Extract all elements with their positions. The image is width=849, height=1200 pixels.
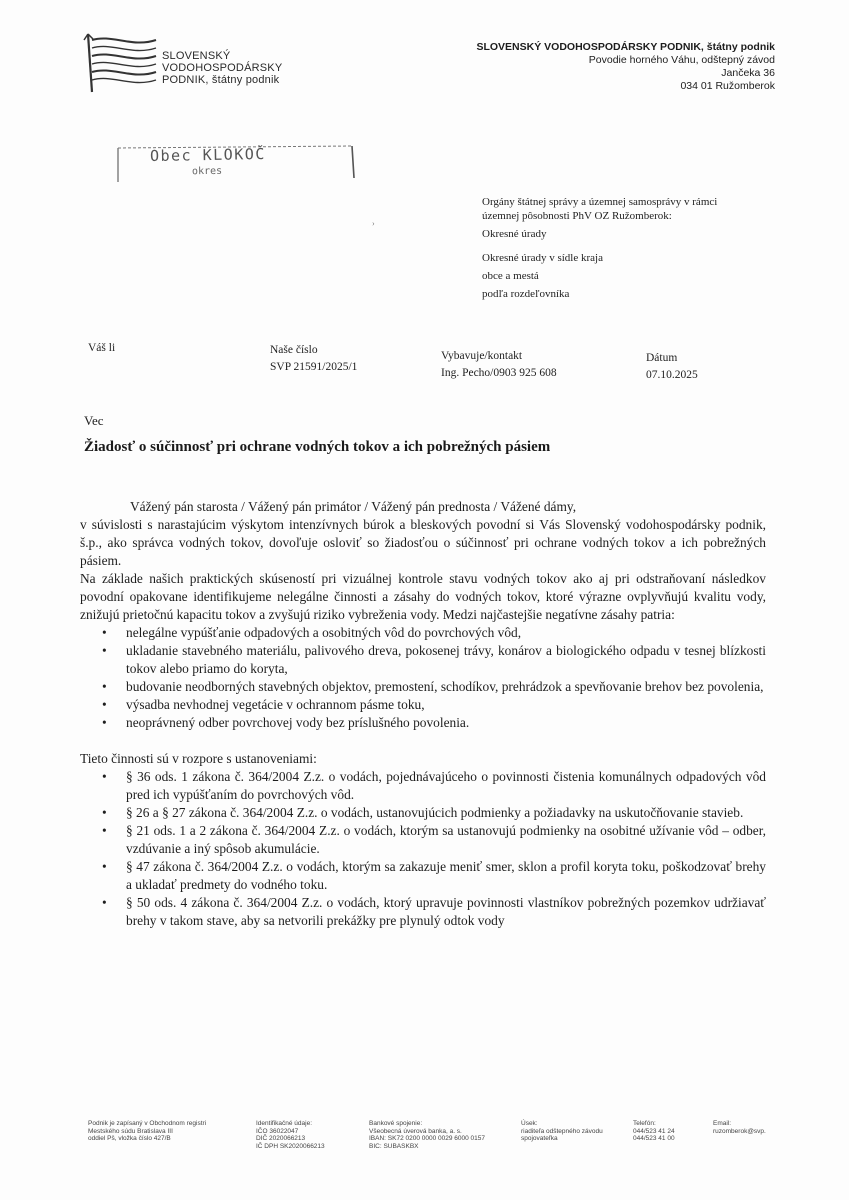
ref-vas-label: Váš li [88, 342, 116, 354]
recipient-item-2: Okresné úrady v sídle kraja [482, 252, 603, 264]
laws-list [80, 768, 766, 930]
footer-register [88, 1120, 206, 1143]
footer-phone [633, 1120, 675, 1143]
recipient-item-1: Okresné úrady [482, 228, 547, 240]
footer-phone-line: 044/523 41 00 [633, 1135, 675, 1142]
ref-vybavuje-label: Vybavuje/kontakt [441, 350, 523, 362]
subject-title: Žiadosť o súčinnosť pri ochrane vodných tokov a ich pobrežných pásiem [84, 439, 551, 455]
sender-name: SLOVENSKÝ VODOHOSPODÁRSKY PODNIK, štátny podnik [476, 41, 775, 53]
logo-line-3: PODNIK, štátny podnik [162, 74, 280, 86]
ref-nase-value: SVP 21591/2025/1 [270, 361, 358, 373]
issues-paragraph: Na základe našich praktických skúseností pri vizuálnej kontrole stavu vodných tokov ako aj pri odstraňovaní následkov povodní opakovane identifikujeme nelegálne činnosti a zásahy do vodných tokov, ktoré výrazne ovplyvňujú kvalitu vody, znižujú prietočnú kapacitu tokov a zvyšujú riziko vybreženia vody. Medzi najčastejšie negatívne zásahy patria: [80, 571, 766, 622]
list-item: • výsadba nevhodnej vegetácie v ochrannom pásme toku, [80, 696, 766, 714]
stamp-municipality: Obec KLOKOČ [149, 144, 266, 166]
footer-ids-line: Identifikačné údaje: [256, 1120, 313, 1127]
ref-nase [270, 342, 357, 376]
footer-office-line: Úsek: [521, 1120, 538, 1127]
footer-office-line: riaditeľa odštepného závodu [521, 1127, 603, 1135]
sender-address [476, 41, 775, 93]
footer-bank-line: IBAN: SK72 0200 0000 0029 6000 0157 [369, 1135, 486, 1142]
footer-email-line: ruzomberok@svp. [713, 1127, 766, 1135]
list-item: • neoprávnený odber povrchovej vody bez príslušného povolenia. [80, 714, 766, 732]
salutation: Vážený pán starosta / Vážený pán primátor / Vážený pán prednosta / Vážené dámy, [130, 499, 577, 514]
list-item: • § 47 zákona č. 364/2004 Z.z. o vodách, ktorým sa zakazuje meniť smer, sklon a profil koryta toku, poškodzovať brehy a ukladať predmety do vodného toku. [80, 858, 766, 894]
recipient-block [482, 195, 772, 301]
issues-list [80, 624, 766, 732]
footer-phone-line: 044/523 41 24 [633, 1127, 675, 1135]
intro-paragraph: v súvislosti s narastajúcim výskytom intenzívnych búrok a bleskových povodní si Vás Slovenský vodohospodársky podnik, š.p., ako správca vodných tokov, dovoľuje osloviť so žiadosťou o súčinnosť pri ochrane vodných tokov a ich pobrežných pásiem. [80, 517, 766, 568]
list-item: • § 50 ods. 4 zákona č. 364/2004 Z.z. o vodách, ktorý upravuje povinnosti vlastníkov pobrežných pozemkov udržiavať brehy v takom stave, aby sa netvorili prekážky pre plynulý odtok vody [80, 894, 766, 930]
footer-bank-line: BIC: SUBASKBX [369, 1142, 419, 1150]
footer-register-line: oddiel Pš, vložka číslo 427/B [88, 1135, 171, 1142]
recipient-item-4: podľa rozdeľovníka [482, 288, 570, 300]
recipient-line-2: územnej pôsobnosti PhV OZ Ružomberok: [482, 210, 672, 222]
logo-wordmark [162, 50, 282, 86]
sender-city: 034 01 Ružomberok [680, 80, 775, 92]
sender-branch: Povodie horného Váhu, odštepný závod [588, 54, 775, 66]
svp-logo-icon [82, 30, 160, 96]
ref-vybavuje-value: Ing. Pecho/0903 925 608 [441, 367, 557, 379]
footer-bank-line: Všeobecná úverová banka, a. s. [369, 1127, 462, 1135]
footer-ids-line: DIČ 2020066213 [256, 1135, 306, 1142]
recipient-item-3: obce a mestá [482, 270, 539, 282]
footer-register-line: Podnik je zapísaný v Obchodnom registri [88, 1120, 207, 1127]
scan-mark: › [372, 219, 375, 228]
list-item: • nelegálne vypúšťanie odpadových a osobitných vôd do povrchových vôd, [80, 624, 766, 642]
ref-datum-value: 07.10.2025 [646, 369, 698, 381]
footer-ids-line: IČ DPH SK2020066213 [256, 1142, 325, 1150]
footer-email [713, 1120, 766, 1135]
footer-phone-line: Telefón: [633, 1120, 656, 1127]
footer-office-line: spojovateľka [521, 1135, 558, 1142]
footer-ids-line: IČO 36022047 [256, 1127, 299, 1135]
list-item: • § 21 ods. 1 a 2 zákona č. 364/2004 Z.z. o vodách, ktorým sa ustanovujú podmienky na osobitné užívanie vôd – odber, vzdúvanie a iný spôsob akumulácie. [80, 822, 766, 858]
footer-register-line: Mestského súdu Bratislava III [88, 1127, 173, 1135]
list-item: • budovanie neodborných stavebných objektov, premostení, schodíkov, prehrádzok a spevňovanie brehov bez povolenia, [80, 678, 766, 696]
footer-email-line: Email: [713, 1120, 732, 1127]
footer-office [521, 1120, 603, 1143]
logo-line-1: SLOVENSKÝ [162, 50, 231, 62]
list-item: • ukladanie stavebného materiálu, palivového dreva, pokosenej trávy, konárov a biologického odpadu v tesnej blízkosti tokov alebo priamo do koryta, [80, 642, 766, 678]
ref-datum [646, 350, 698, 384]
stamp-district: okres [191, 165, 223, 178]
ref-nase-label: Naše číslo [270, 344, 318, 356]
letter-body [80, 498, 766, 930]
ref-vybavuje [441, 348, 557, 382]
subject-label: Vec [84, 413, 104, 428]
logo-line-2: VODOHOSPODÁRSKY [162, 62, 283, 74]
footer-ids [256, 1120, 325, 1150]
list-item: • § 26 a § 27 zákona č. 364/2004 Z.z. o vodách, ustanovujúcich podmienky a požiadavky na uskutočňovanie stavieb. [80, 804, 766, 822]
footer-bank-line: Bankové spojenie: [369, 1120, 423, 1127]
laws-intro: Tieto činnosti sú v rozpore s ustanoveniami: [80, 751, 317, 766]
footer-bank [369, 1120, 485, 1150]
ref-datum-label: Dátum [646, 352, 678, 364]
list-item: • § 36 ods. 1 zákona č. 364/2004 Z.z. o vodách, pojednávajúceho o povinnosti čistenia komunálnych odpadových vôd pred ich vypúšťaním do povrchových vôd. [80, 768, 766, 804]
sender-street: Jančeka 36 [721, 67, 775, 79]
recipient-line-1: Orgány štátnej správy a územnej samosprávy v rámci [482, 196, 718, 208]
